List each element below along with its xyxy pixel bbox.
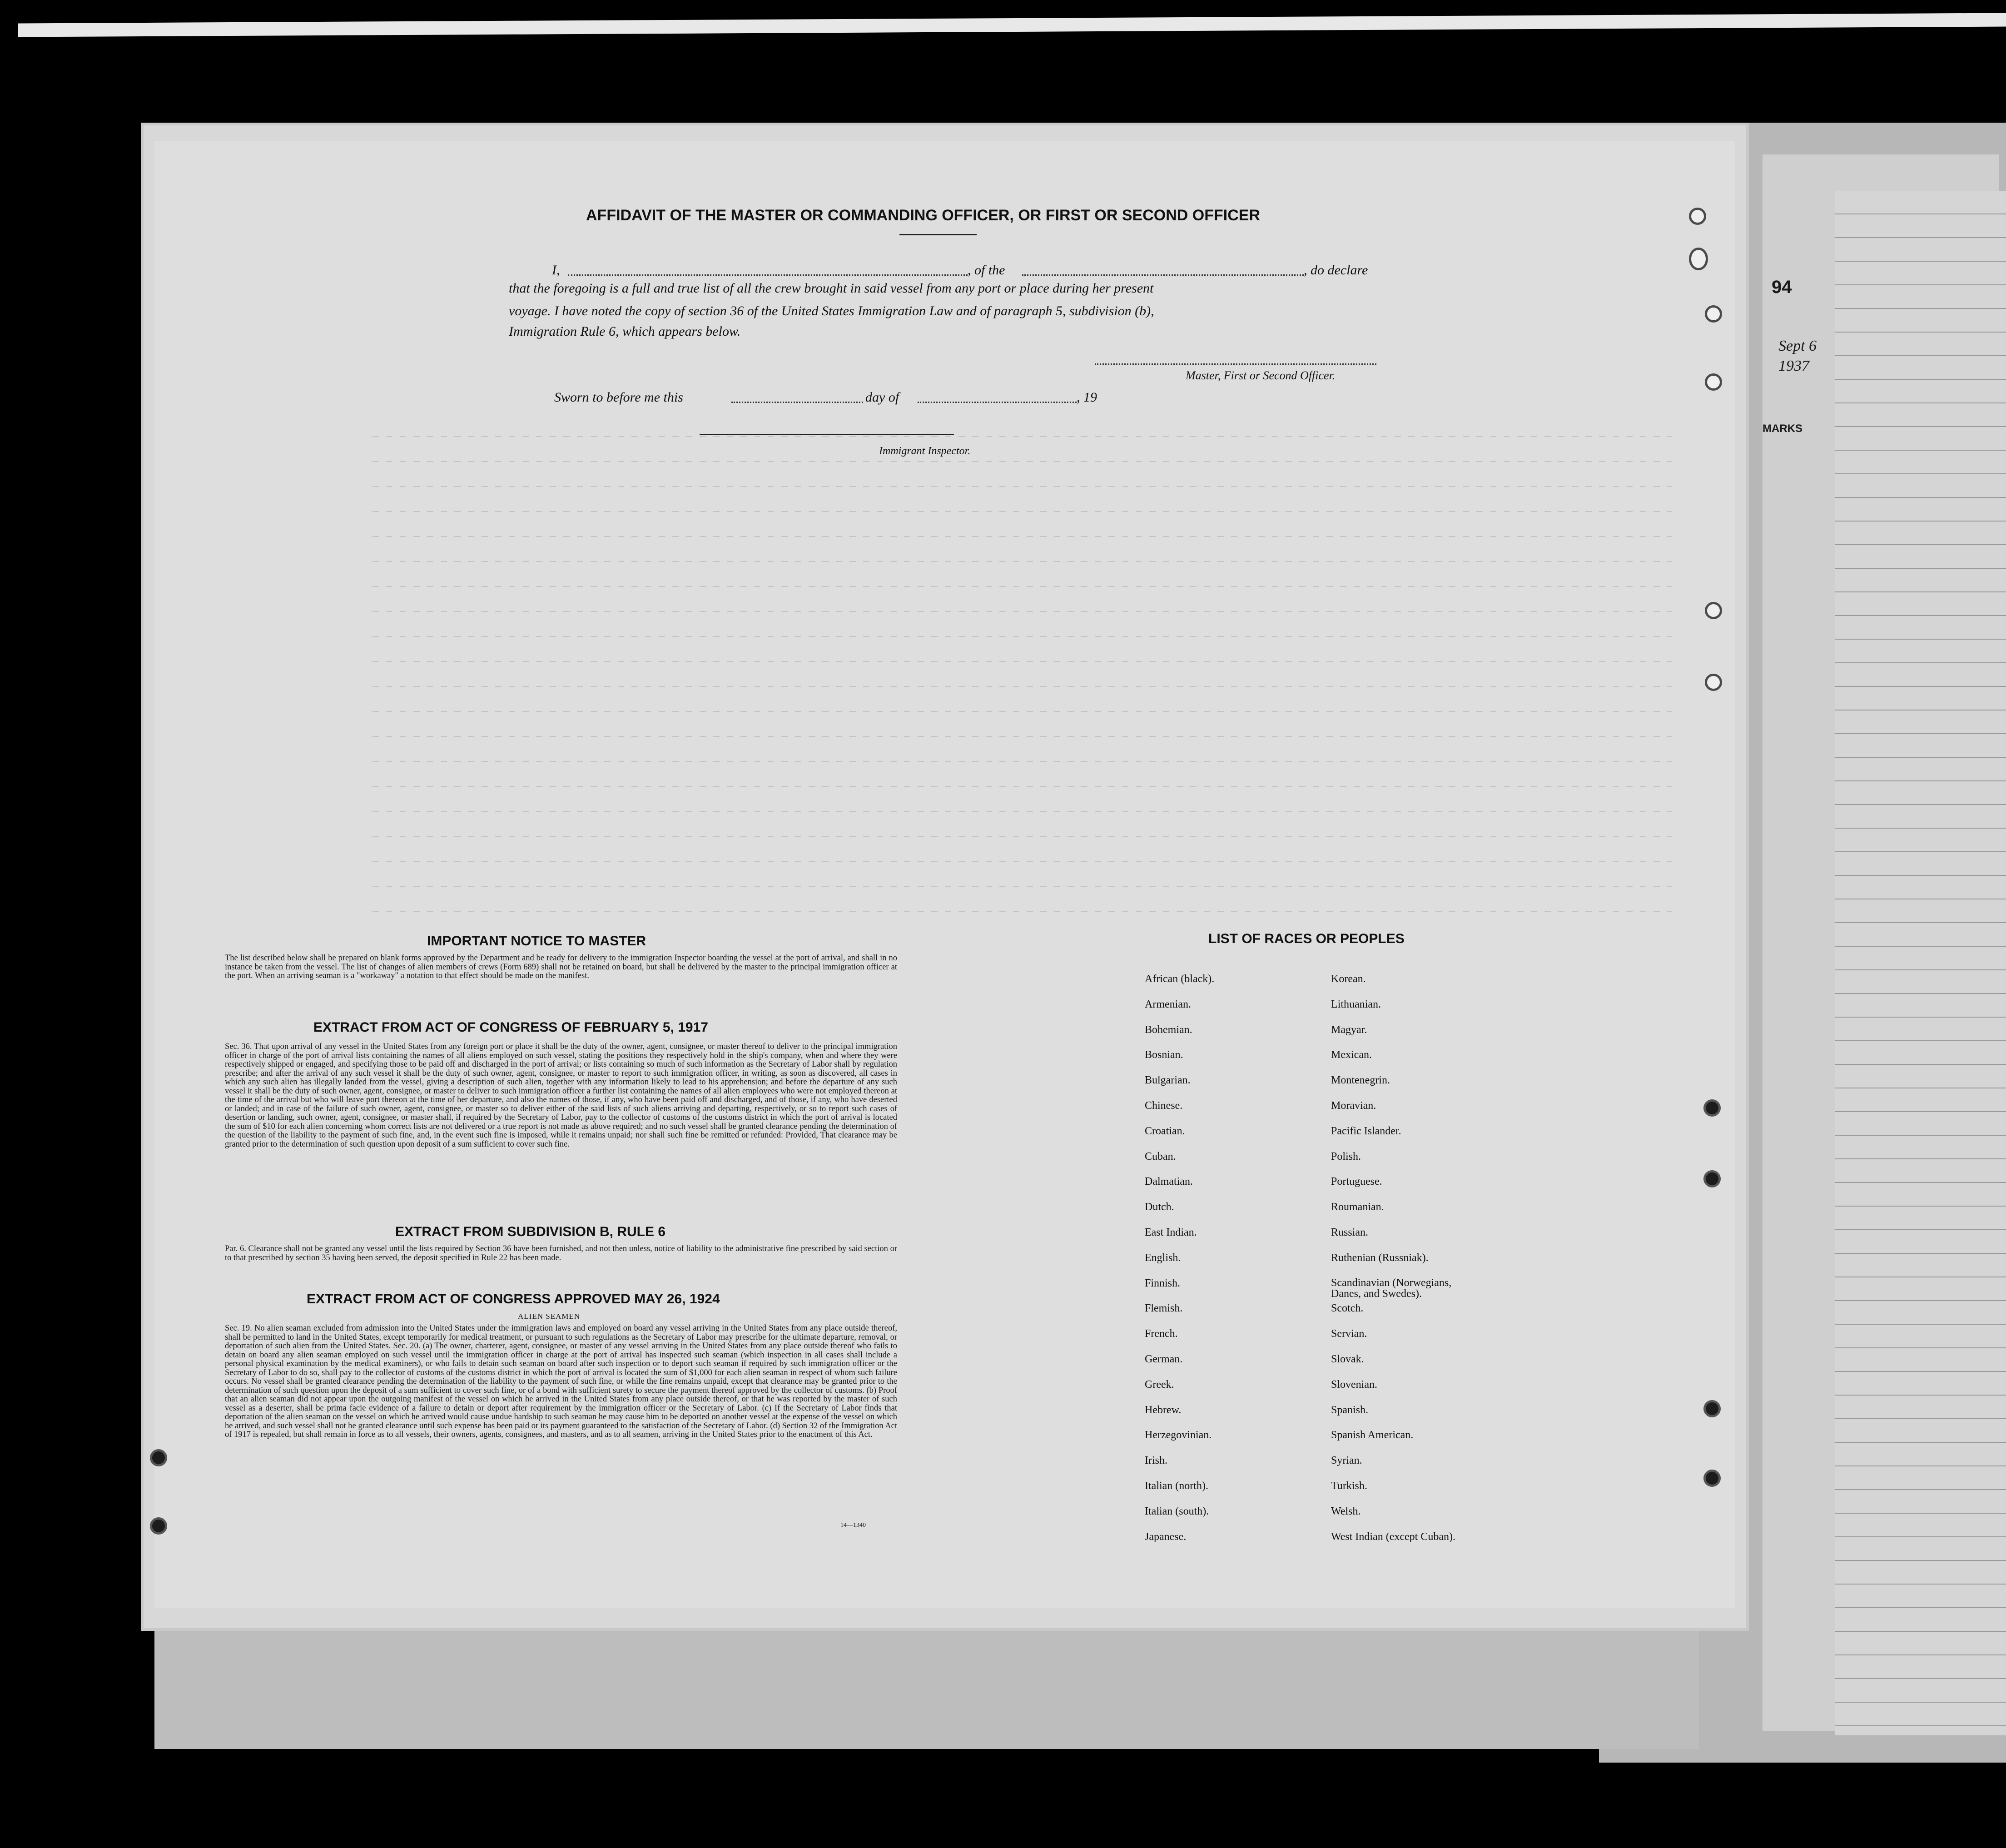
race-item: Flemish.: [1145, 1302, 1183, 1315]
bleed-line: [372, 636, 1672, 637]
race-item: Italian (south).: [1145, 1505, 1209, 1517]
binder-hole-icon: [1689, 208, 1706, 225]
race-item: Slovak.: [1331, 1353, 1364, 1365]
sworn-day-line[interactable]: [731, 402, 863, 403]
race-item: Montenegrin.: [1331, 1074, 1390, 1087]
binder-hole-icon: [1705, 373, 1722, 391]
binder-hole-icon: [1705, 305, 1722, 323]
year-label: , 19: [1077, 390, 1097, 405]
form-number: 14—1340: [840, 1522, 866, 1529]
affidavit-line4: Immigration Rule 6, which appears below.: [509, 324, 741, 339]
race-item: East Indian.: [1145, 1227, 1197, 1238]
binder-hole-icon: [150, 1517, 167, 1535]
bleed-line: [372, 586, 1672, 587]
race-item: Portuguese.: [1331, 1176, 1382, 1188]
bleed-line: [372, 911, 1672, 912]
binder-hole-icon: [1703, 1170, 1721, 1187]
races-title: LIST OF RACES OR PEOPLES: [1208, 931, 1405, 946]
race-item: West Indian (except Cuban).: [1331, 1530, 1455, 1543]
race-item: Spanish American.: [1331, 1429, 1414, 1441]
bleed-line: [372, 761, 1672, 762]
affidavit-of: , of the: [968, 263, 1005, 278]
back-page-handwriting: Sept 6 1937: [1778, 338, 1817, 374]
notice-body: The list described below shall be prepared on blank forms approved by the Department and be ready for delivery to the immigration Inspector boarding the vessel at the port of arrival, and shall in no instance be taken from the vessel. The list of changes of alien members of crews (Form 689) shall not be retained on board, but shall be delivered by the master to the principal immigration officer at the port. When an arriving seaman is a "workaway" a notation to that effect should be made on the manifest.: [225, 954, 897, 980]
bleed-line: [372, 786, 1672, 787]
race-item: German.: [1145, 1353, 1183, 1365]
notice-title: IMPORTANT NOTICE TO MASTER: [427, 934, 646, 949]
bleed-line: [372, 686, 1672, 687]
race-item: Bohemian.: [1145, 1023, 1192, 1036]
race-item: Syrian.: [1331, 1455, 1362, 1467]
act1917-title: EXTRACT FROM ACT OF CONGRESS OF FEBRUARY 5, 1917: [313, 1020, 708, 1035]
day-of-label: day of: [865, 390, 899, 405]
bleed-line: [372, 536, 1672, 537]
race-item: Servian.: [1331, 1328, 1367, 1340]
race-item: Scotch.: [1331, 1302, 1364, 1315]
race-item: Mexican.: [1331, 1049, 1372, 1061]
binder-hole-icon: [150, 1449, 167, 1466]
race-item: Lithuanian.: [1331, 998, 1381, 1010]
race-item: African (black).: [1145, 973, 1215, 985]
bleed-line: [372, 861, 1672, 862]
race-item: Welsh.: [1331, 1505, 1361, 1517]
rule6-title: EXTRACT FROM SUBDIVISION B, RULE 6: [395, 1224, 666, 1239]
rule6-body: Par. 6. Clearance shall not be granted any vessel until the lists required by Section 36 have been furnished, and not then unless, notice of liability to the administrative fine prescribed by said section or to that prescribed by section 35 having been served, the deposit specified in Rule 22 has been made.: [225, 1244, 897, 1262]
vessel-line[interactable]: [1022, 274, 1304, 276]
binder-hole-icon: [1689, 248, 1708, 270]
bottom-tab: [154, 1631, 1699, 1749]
bleed-line: [372, 486, 1672, 487]
affidavit-line3: voyage. I have noted the copy of section 36 of the United States Immigration Law and of paragraph 5, subdivision (b),: [509, 303, 1154, 318]
back-page-number: 94: [1772, 277, 1792, 297]
race-item: Spanish.: [1331, 1404, 1369, 1416]
sworn-label: Sworn to before me this: [554, 390, 683, 405]
race-item: Dalmatian.: [1145, 1176, 1193, 1188]
race-item: Turkish.: [1331, 1480, 1367, 1492]
bleed-line: [372, 436, 1672, 437]
act1924-subtitle: ALIEN SEAMEN: [518, 1312, 581, 1321]
bleed-line: [372, 511, 1672, 512]
race-item: English.: [1145, 1252, 1181, 1264]
name-line[interactable]: [568, 274, 968, 276]
bleed-line: [372, 661, 1672, 662]
lined-back-page: [1835, 191, 2006, 1735]
race-item: Roumanian.: [1331, 1201, 1384, 1213]
affidavit-title: AFFIDAVIT OF THE MASTER OR COMMANDING OFFICER, OR FIRST OR SECOND OFFICER: [586, 207, 1260, 224]
race-item: Japanese.: [1145, 1530, 1187, 1543]
race-item: Dutch.: [1145, 1201, 1174, 1213]
race-item: Herzegovinian.: [1145, 1429, 1212, 1441]
act1917-body: Sec. 36. That upon arrival of any vessel in the United States from any foreign port or place it shall be the duty of the owner, agent, consignee, or master thereof to deliver to the principal immigration officer in charge of the port of arrival lists containing the names of all aliens employed on such vessel, stating the positions they respectively hold in the ship's company, when and where they were respectively shipped or engaged, and specifying those to be paid off and discharged in the port of arrival; or lists containing so much of such information as the Secretary of Labor shall by regulation prescribe; and after the arrival of any such vessel it shall be the duty of such owner, agent, consignee, or master to report to such immigration officer, in writing, as soon as discovered, all cases in which any such alien has illegally landed from the vessel, giving a description of such alien, together with any information likely to lead to his apprehension; and before the departure of any such vessel it shall be the duty of such owner, agent, consignee, or master to deliver to such immigration officer a further list containing the names of all alien employees who were not employed thereon at the time of the arrival but who will leave port thereon at the time of her departure, and also the names of those, if any, who have been paid off and discharged, and of those, if any, who have deserted or landed; and in case of the failure of such owner, agent, consignee, or master so to deliver either of the said lists of such aliens arriving and departing, respectively, or so to report such cases of desertion or landing, such owner, agent, consignee, or master shall, if required by the Secretary of Labor, pay to the collector of customs of the customs district in which the port of arrival is located the sum of $10 for each alien concerning whom correct lists are not delivered or a true report is not made as above required; and no such vessel shall be granted clearance pending the determination of the question of the liability to the payment of such fine, and, in the event such fine is imposed, while it remains unpaid; nor shall such fine be remitted or refunded: Provided, That clearance may be granted prior to the determination of such question upon deposit of a sum sufficient to cover such fine.: [225, 1042, 897, 1149]
race-item: Scandinavian (Norwegians, Danes, and Swedes).: [1331, 1277, 1452, 1300]
bleed-line: [372, 611, 1672, 612]
affidavit-i: I,: [552, 263, 560, 278]
binder-hole-icon: [1705, 602, 1722, 619]
binder-hole-icon: [1703, 1099, 1721, 1117]
race-item: Ruthenian (Russniak).: [1331, 1252, 1429, 1264]
inspector-label: Immigrant Inspector.: [879, 445, 971, 457]
race-item: Chinese.: [1145, 1100, 1183, 1112]
race-item: Korean.: [1331, 973, 1366, 985]
binder-hole-icon: [1703, 1470, 1721, 1487]
bleed-line: [372, 561, 1672, 562]
master-signature-label: Master, First or Second Officer.: [1186, 369, 1336, 382]
race-item: Polish.: [1331, 1150, 1361, 1162]
race-item: Pacific Islander.: [1331, 1125, 1401, 1137]
back-page-marks: MARKS: [1763, 422, 1802, 435]
master-signature-line[interactable]: [1095, 363, 1376, 365]
act1924-body: Sec. 19. No alien seaman excluded from admission into the United States under the immigration laws and employed on board any vessel arriving in the United States from any place outside thereof, shall be permitted to land in the United States, except temporarily for medical treatment, or pursuant to such regulations as the Secretary of Labor may prescribe for the ultimate departure, removal, or deportation of such alien from the United States. Sec. 20. (a) The owner, charterer, agent, consignee, or master of any vessel arriving in the United States from any place outside thereof who fails to detain on board any alien seaman employed on such vessel until the immigration officer in charge at the port of arrival has inspected such seaman (which inspection in all cases shall include a personal physical examination by the medical examiners), or who fails to detain such seaman on board after such inspection or to deport such seaman if required by such immigration officer or the Secretary of Labor to do so, shall pay to the collector of customs of the customs district in which the port of arrival is located the sum of $1,000 for each alien seaman in respect of whom such failure occurs. No vessel shall be granted clearance pending the determination of the liability to the payment of such fine, or while the fine remains unpaid, except that clearance may be granted prior to the determination of such question upon the deposit of a sum sufficient to cover such fine, or of a bond with sufficient surety to secure the payment thereof approved by the collector of customs. (b) Proof that an alien seaman did not appear upon the outgoing manifest of the vessel on which he arrived in the United States from any place outside thereof, or that he was reported by the master of such vessel as a deserter, shall be prima facie evidence of a failure to detain or deport after requirement by the immigration officer or the Secretary of Labor. (c) If the Secretary of Labor finds that deportation of the alien seaman on the vessel on which he arrived would cause undue hardship to such seaman he may cause him to be deported on another vessel at the expense of the vessel on which he arrived, and such vessel shall not be granted clearance until such expense has been paid or its payment guaranteed to the satisfaction of the Secretary of Labor. (d) Section 32 of the Immigration Act of 1917 is repealed, but shall remain in force as to all vessels, their owners, agents, consignees, and masters, and as to all seamen, arriving in the United States prior to the enactment of this Act.: [225, 1324, 897, 1439]
inspector-signature-line[interactable]: [700, 434, 954, 435]
race-item: Slovenian.: [1331, 1378, 1377, 1391]
bleed-line: [372, 886, 1672, 887]
act1924-title: EXTRACT FROM ACT OF CONGRESS APPROVED MAY 26, 1924: [307, 1292, 720, 1307]
bleed-line: [372, 736, 1672, 737]
race-item: French.: [1145, 1328, 1178, 1340]
race-item: Russian.: [1331, 1227, 1369, 1238]
race-item: Bosnian.: [1145, 1049, 1183, 1061]
race-item: Hebrew.: [1145, 1404, 1182, 1416]
bleed-line: [372, 836, 1672, 837]
binder-hole-icon: [1705, 674, 1722, 691]
race-item: Finnish.: [1145, 1277, 1181, 1289]
month-line[interactable]: [918, 402, 1077, 403]
race-item: Greek.: [1145, 1378, 1174, 1391]
race-item: Italian (north).: [1145, 1480, 1208, 1492]
race-item: Magyar.: [1331, 1023, 1367, 1036]
affidavit-declare: , do declare: [1304, 263, 1368, 278]
title-rule: [899, 234, 977, 235]
race-item: Cuban.: [1145, 1150, 1176, 1162]
race-item: Croatian.: [1145, 1125, 1185, 1137]
binder-hole-icon: [1703, 1400, 1721, 1417]
affidavit-line2: that the foregoing is a full and true list of all the crew brought in said vessel from any port or place during her present: [509, 281, 1154, 296]
race-item: Irish.: [1145, 1455, 1167, 1467]
top-paper-strip: [18, 13, 2006, 37]
bleed-line: [372, 461, 1672, 462]
race-item: Armenian.: [1145, 998, 1191, 1010]
bleed-line: [372, 811, 1672, 812]
bleed-line: [372, 711, 1672, 712]
race-item: Moravian.: [1331, 1100, 1376, 1112]
race-item: Bulgarian.: [1145, 1074, 1191, 1087]
